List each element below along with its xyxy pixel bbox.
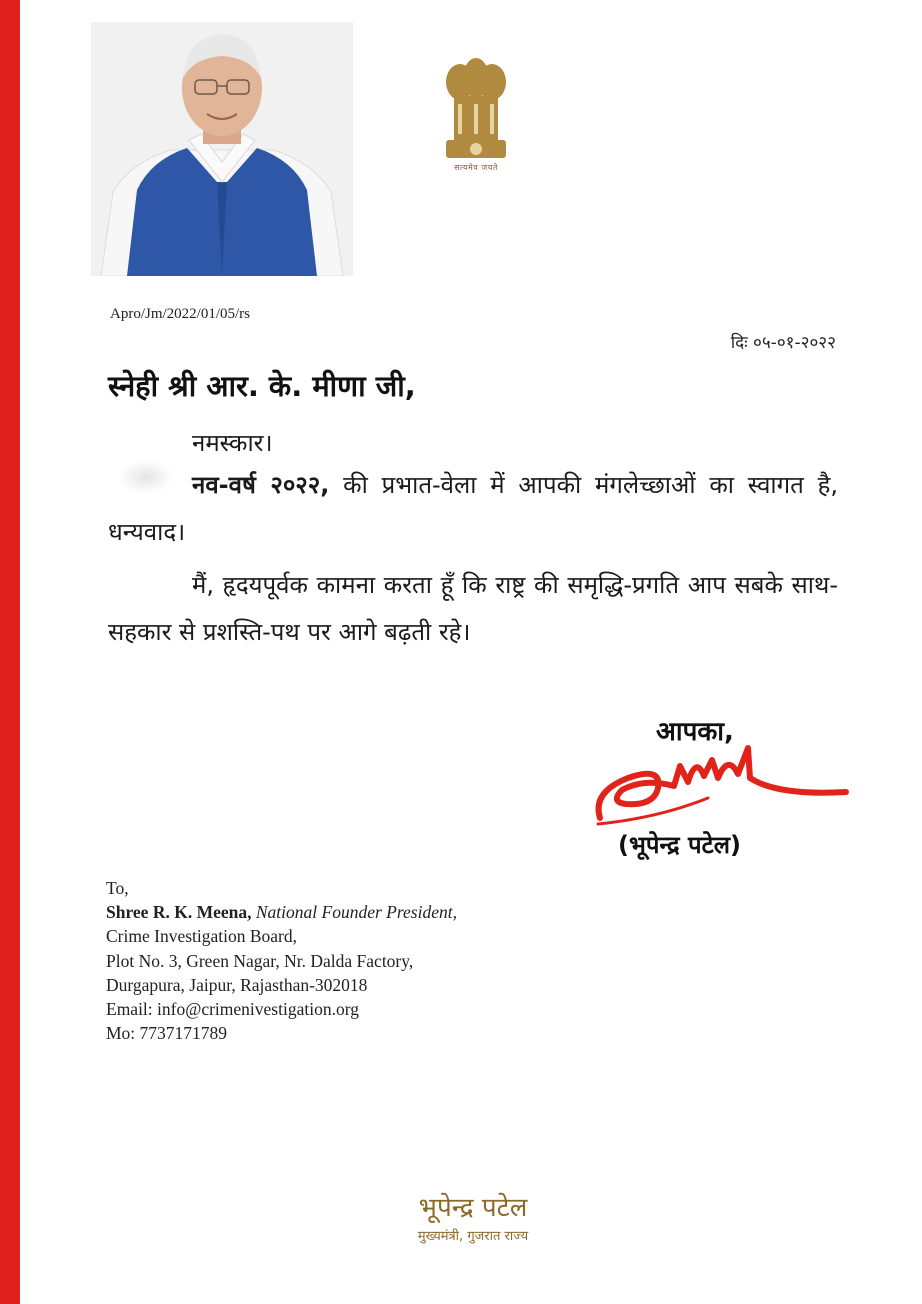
emblem-motto: सत्यमेव जयते	[454, 163, 498, 172]
signer-name: (भूपेन्द्र पटेल)	[618, 831, 741, 859]
handwritten-signature	[588, 726, 850, 836]
closing-phrase: आपका,	[656, 717, 734, 747]
greeting: नमस्कार।	[192, 429, 273, 457]
red-margin-strip	[0, 0, 20, 1304]
ashoka-emblem-icon	[436, 52, 516, 178]
recipient-name: Shree R. K. Meena,	[106, 902, 252, 923]
salutation: स्नेही श्री आर. के. मीणा जी,	[108, 369, 416, 403]
letter-paragraph-1	[108, 462, 838, 556]
portrait-photo	[91, 22, 353, 276]
letter-date: दिः ०५-०१-२०२२	[730, 333, 836, 353]
recipient-organization: Crime Investigation Board,	[106, 926, 298, 947]
recipient-title: National Founder President,	[255, 902, 457, 923]
recipient-address-block	[106, 876, 457, 1045]
footer-name: भूपेन्द्र पटेल	[418, 1193, 528, 1223]
letter-paragraph-2: मैं, हृदयपूर्वक कामना करता हूँ कि राष्ट्र की समृद्धि-प्रगति आप सबके साथ-सहकार से प्रशस्ति-पथ पर आगे बढ़ती रहे।	[108, 571, 838, 646]
footer-designation: मुख्यमंत्री, गुजरात राज्य	[417, 1229, 529, 1244]
letter-reference-number: Apro/Jm/2022/01/05/rs	[110, 306, 251, 322]
recipient-address-line-2: Durgapura, Jaipur, Rajasthan-302018	[106, 974, 368, 995]
portrait-illustration	[91, 22, 353, 276]
recipient-email: Email: info@crimenivestigation.org	[106, 999, 359, 1020]
recipient-mobile: Mo: 7737171789	[106, 1023, 228, 1044]
paragraph-1-text: की प्रभात-वेला में आपकी मंगलेच्छाओं का स्वागत है, धन्यवाद।	[108, 471, 838, 546]
paragraph-1-bold-lead: नव-वर्ष २०२२,	[192, 471, 330, 499]
to-label: To,	[106, 878, 129, 898]
recipient-name-line	[106, 900, 457, 924]
recipient-address-line-1: Plot No. 3, Green Nagar, Nr. Dalda Factory,	[106, 950, 414, 971]
